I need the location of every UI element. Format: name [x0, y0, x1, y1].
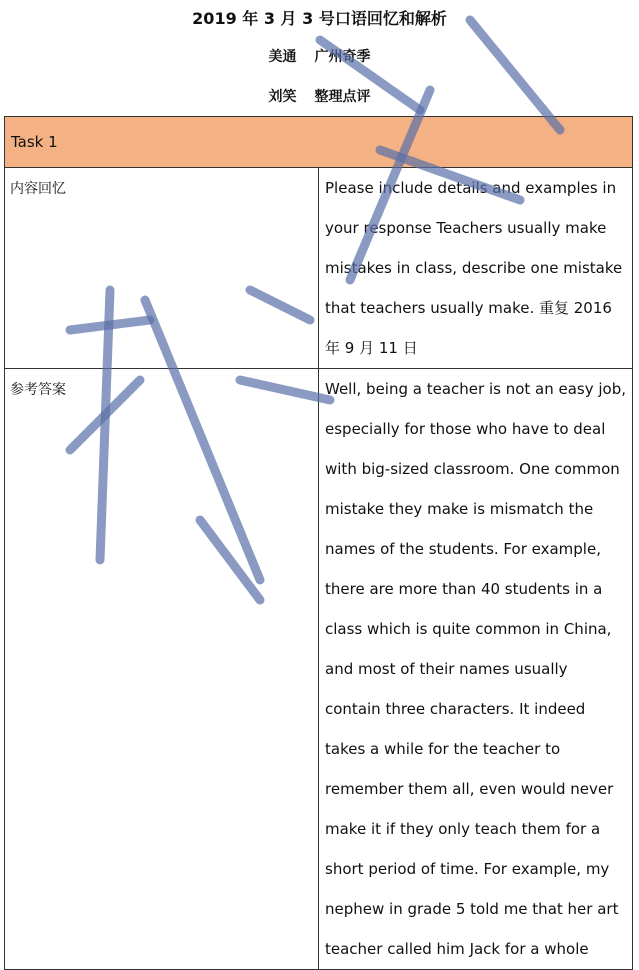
task-title: Task 1 [5, 117, 633, 168]
organization-name: 广州奇季 [314, 49, 371, 65]
editor-role: 整理点评 [314, 89, 371, 105]
author-name: 美通 [268, 49, 297, 65]
subtitle-line-3 [0, 86, 639, 106]
task-header-row [5, 117, 633, 168]
recall-label: 内容回忆 [5, 168, 319, 369]
editor-name: 刘笑 [268, 89, 297, 105]
answer-label: 参考答案 [5, 369, 319, 970]
document-title: 2019 年 3 月 3 号口语回忆和解析 [192, 9, 447, 28]
recall-text: Please include details and examples in your response Teachers usually make mistakes in class, describe one mistake that teachers usually make. 重复 2016 年 9 月 11 日 [319, 168, 633, 369]
subtitle-line-2 [0, 46, 639, 66]
task-table [4, 116, 633, 970]
answer-text: Well, being a teacher is not an easy job, especially for those who have to deal with big-sized classroom. One common mistake they make is mismatch the names of the students. For example, there are more than 40 students in a class which is quite common in China, and most of their names usually contain three characters. It indeed takes a while for the teacher to remember them all, even would never make it if they only teach them for a short period of time. For example, my nephew in grade 5 told me that her art teacher called him Jack for a whole [319, 369, 633, 970]
recall-row [5, 168, 633, 369]
answer-row [5, 369, 633, 970]
